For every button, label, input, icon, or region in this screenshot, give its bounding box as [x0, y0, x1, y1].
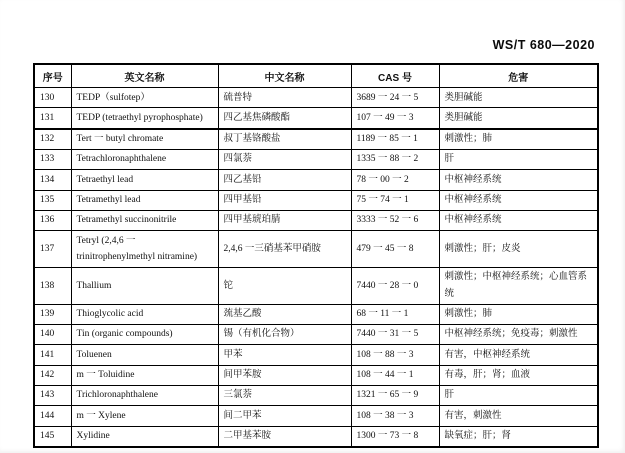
cell-english-name: Tetramethyl succinonitrile [71, 210, 218, 230]
cell-english-name: Tert 一 butyl chromate [71, 129, 218, 150]
cell-cas-number: 1335 一 88 一 2 [351, 149, 439, 169]
substances-table [33, 63, 599, 448]
cell-cas-number: 7440 一 31 一 5 [351, 324, 439, 344]
cell-hazard: 有害，刺激性 [439, 406, 598, 426]
cell-index: 143 [34, 385, 71, 405]
cell-english-name: TEDP (tetraethyl pyrophosphate) [71, 108, 218, 129]
cell-hazard: 刺激性；肝；皮炎 [439, 231, 598, 268]
cell-english-name: Tin (organic compounds) [71, 324, 218, 344]
table-row [34, 170, 598, 190]
cell-index: 144 [34, 406, 71, 426]
header-chinese-name: 中文名称 [218, 64, 351, 88]
cell-english-name: TEDP（sulfotep） [71, 88, 218, 108]
cell-index: 132 [34, 129, 71, 150]
cell-index: 134 [34, 170, 71, 190]
cell-chinese-name: 四乙基焦磷酸酯 [218, 108, 351, 129]
header-index: 序号 [34, 64, 71, 88]
cell-cas-number: 108 一 88 一 3 [351, 345, 439, 365]
cell-chinese-name: 锡（有机化合物） [218, 324, 351, 344]
header-hazard: 危害 [439, 64, 598, 88]
table-row [34, 149, 598, 169]
cell-english-name: Tetrachloronaphthalene [71, 149, 218, 169]
cell-chinese-name: 叔丁基铬酸盐 [218, 129, 351, 150]
cell-hazard: 中枢神经系统；免疫毒；刺激性 [439, 324, 598, 344]
cell-hazard: 中枢神经系统 [439, 190, 598, 210]
cell-english-name: Trichloronaphthalene [71, 385, 218, 405]
cell-english-name: m 一 Toluidine [71, 365, 218, 385]
cell-chinese-name: 二甲基苯胺 [218, 426, 351, 447]
cell-hazard: 肝 [439, 385, 598, 405]
cell-index: 136 [34, 210, 71, 230]
cell-chinese-name: 硫普特 [218, 88, 351, 108]
header-cas-number: CAS 号 [351, 64, 439, 88]
cell-index: 145 [34, 426, 71, 447]
table-header-row [34, 64, 598, 88]
table-row [34, 129, 598, 150]
cell-hazard: 缺氧症；肝；肾 [439, 426, 598, 447]
cell-chinese-name: 铊 [218, 267, 351, 304]
cell-hazard: 肝 [439, 149, 598, 169]
cell-cas-number: 7440 一 28 一 0 [351, 267, 439, 304]
cell-cas-number: 1321 一 65 一 9 [351, 385, 439, 405]
cell-chinese-name: 间二甲苯 [218, 406, 351, 426]
cell-cas-number: 1300 一 73 一 8 [351, 426, 439, 447]
cell-index: 133 [34, 149, 71, 169]
cell-hazard: 有毒，肝；肾；血液 [439, 365, 598, 385]
standard-number: WS/T 680—2020 [492, 38, 595, 52]
cell-chinese-name: 三氯萘 [218, 385, 351, 405]
cell-hazard: 刺激性；肺 [439, 129, 598, 150]
table-row [34, 324, 598, 344]
cell-hazard: 刺激性；肺 [439, 304, 598, 324]
cell-index: 141 [34, 345, 71, 365]
cell-english-name: Tetramethyl lead [71, 190, 218, 210]
cell-cas-number: 3333 一 52 一 6 [351, 210, 439, 230]
cell-english-name: Tetryl (2,4,6 一 trinitrophenylmethyl nitramine) [71, 231, 218, 268]
cell-chinese-name: 四甲基铅 [218, 190, 351, 210]
cell-english-name: Toluenen [71, 345, 218, 365]
cell-cas-number: 1189 一 85 一 1 [351, 129, 439, 150]
cell-index: 140 [34, 324, 71, 344]
cell-hazard: 类胆碱能 [439, 108, 598, 129]
cell-index: 139 [34, 304, 71, 324]
cell-english-name: Thallium [71, 267, 218, 304]
table-row [34, 210, 598, 230]
cell-chinese-name: 四氯萘 [218, 149, 351, 169]
cell-cas-number: 107 一 49 一 3 [351, 108, 439, 129]
table-row [34, 345, 598, 365]
cell-hazard: 有害，中枢神经系统 [439, 345, 598, 365]
table-row [34, 365, 598, 385]
header-english-name: 英文名称 [71, 64, 218, 88]
cell-chinese-name: 间甲苯胺 [218, 365, 351, 385]
cell-cas-number: 68 一 11 一 1 [351, 304, 439, 324]
cell-chinese-name: 四甲基琥珀腈 [218, 210, 351, 230]
cell-cas-number: 78 一 00 一 2 [351, 170, 439, 190]
cell-cas-number: 108 一 44 一 1 [351, 365, 439, 385]
cell-hazard: 刺激性；中枢神经系统；心血管系统 [439, 267, 598, 304]
table-row [34, 304, 598, 324]
cell-english-name: Tetraethyl lead [71, 170, 218, 190]
cell-chinese-name: 巯基乙酸 [218, 304, 351, 324]
table-row [34, 231, 598, 268]
cell-english-name: Xylidine [71, 426, 218, 447]
table-body [34, 88, 598, 447]
cell-index: 130 [34, 88, 71, 108]
cell-hazard: 类胆碱能 [439, 88, 598, 108]
table-row [34, 406, 598, 426]
cell-cas-number: 479 一 45 一 8 [351, 231, 439, 268]
table-row [34, 190, 598, 210]
cell-cas-number: 75 一 74 一 1 [351, 190, 439, 210]
cell-hazard: 中枢神经系统 [439, 210, 598, 230]
cell-chinese-name: 2,4,6 一三硝基苯甲硝胺 [218, 231, 351, 268]
cell-cas-number: 3689 一 24 一 5 [351, 88, 439, 108]
cell-hazard: 中枢神经系统 [439, 170, 598, 190]
cell-english-name: Thioglycolic acid [71, 304, 218, 324]
table-row [34, 385, 598, 405]
cell-index: 135 [34, 190, 71, 210]
cell-index: 142 [34, 365, 71, 385]
table-row [34, 267, 598, 304]
cell-chinese-name: 甲苯 [218, 345, 351, 365]
cell-index: 138 [34, 267, 71, 304]
cell-index: 137 [34, 231, 71, 268]
cell-chinese-name: 四乙基铅 [218, 170, 351, 190]
table-row [34, 426, 598, 447]
table-row [34, 88, 598, 108]
table-row [34, 108, 598, 129]
cell-english-name: m 一 Xylene [71, 406, 218, 426]
cell-index: 131 [34, 108, 71, 129]
cell-cas-number: 108 一 38 一 3 [351, 406, 439, 426]
